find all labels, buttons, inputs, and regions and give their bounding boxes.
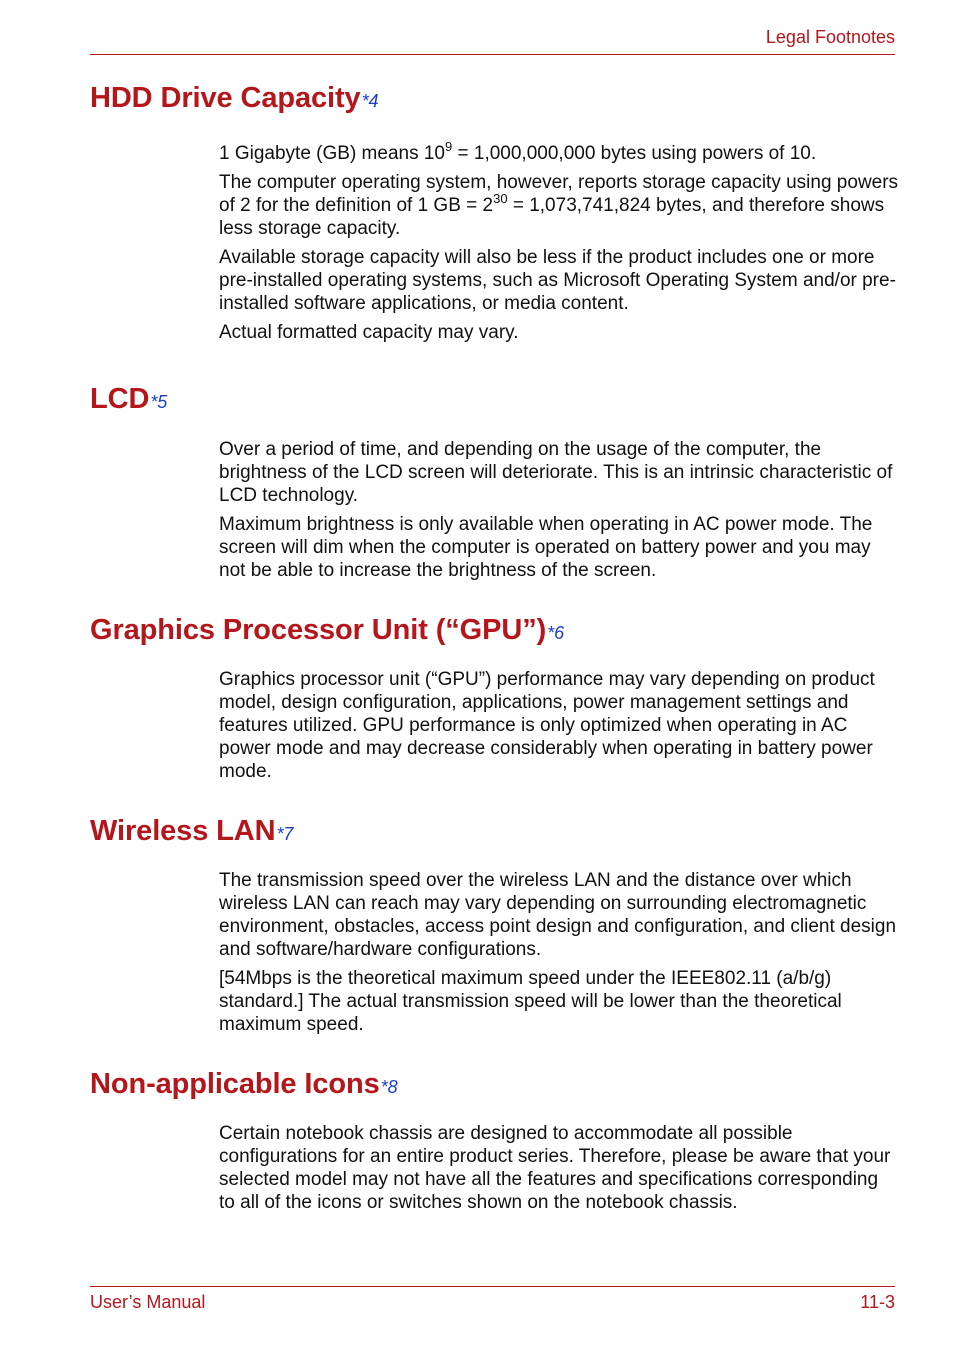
paragraph: Available storage capacity will also be less if the product includes one or more pre-installed operating systems, such as Microsoft Operating System and/or pre-installed software applications, or media content.	[219, 247, 896, 314]
running-title: Legal Footnotes	[765, 27, 895, 47]
section-title-text: LCD	[90, 383, 150, 415]
section-title-text: HDD Drive Capacity	[90, 82, 361, 114]
superscript: 9	[445, 139, 453, 154]
text-run: = 1,073,741,824 bytes, and therefore shows less storage capacity.	[219, 195, 885, 239]
footnote-ref-link[interactable]: *6	[547, 623, 564, 643]
footnote-ref-link[interactable]: *4	[361, 91, 379, 111]
paragraph: Maximum brightness is only available when operating in AC power mode. The screen will dim when the computer is operated on battery power and you may not be able to increase the brightness of the screen.	[219, 514, 873, 581]
page-number: 11-3	[860, 1292, 895, 1312]
paragraph: [54Mbps is the theoretical maximum speed under the IEEE802.11 (a/b/g) standard.] The actual transmission speed will be lower than the theoretical maximum speed.	[219, 968, 842, 1035]
paragraph: The transmission speed over the wireless LAN and the distance over which wireless LAN can reach may vary depending on surrounding electromagnetic environment, obstacles, access point design and configuration, and client design and software/hardware configurations.	[219, 870, 897, 960]
footnote-ref-link[interactable]: *8	[380, 1077, 398, 1097]
paragraph: Graphics processor unit (“GPU”) performance may vary depending on product model, design configuration, applications, power management settings and features utilized. GPU performance is only optimized when operating in AC power mode and may decrease considerably when operating in battery power mode.	[219, 669, 875, 782]
section-body-wireless-lan	[219, 869, 899, 1042]
section-title-text: Wireless LAN	[90, 815, 276, 847]
superscript: 30	[493, 191, 508, 206]
section-title-wireless-lan	[90, 815, 293, 848]
text-run: The computer operating system, however, reports storage capacity using powers of 2 for the definition of 1 GB = 2	[219, 172, 899, 216]
section-body-non-applicable-icons	[219, 1122, 899, 1220]
paragraph	[219, 171, 899, 240]
section-title-lcd	[90, 383, 167, 416]
paragraph: Actual formatted capacity may vary.	[219, 322, 519, 343]
footnote-ref-link[interactable]: *7	[276, 824, 294, 844]
section-title-hdd	[90, 82, 378, 115]
text-run: 1 Gigabyte (GB) means 10	[219, 143, 445, 164]
header-rule	[90, 54, 895, 55]
section-title-non-applicable-icons	[90, 1068, 398, 1101]
footer-rule	[90, 1286, 895, 1287]
footer-manual-title: User’s Manual	[90, 1292, 206, 1312]
section-body-hdd	[219, 139, 899, 350]
paragraph: Over a period of time, and depending on the usage of the computer, the brightness of the LCD screen will deteriorate. This is an intrinsic characteristic of LCD technology.	[219, 439, 893, 506]
section-body-gpu	[219, 668, 899, 789]
text-run: = 1,000,000,000 bytes using powers of 10.	[452, 143, 817, 164]
section-title-text: Non-applicable Icons	[90, 1068, 380, 1100]
section-body-lcd	[219, 438, 899, 588]
section-title-gpu	[90, 614, 564, 647]
footnote-ref-link[interactable]: *5	[150, 392, 168, 412]
section-title-text: Graphics Processor Unit (“GPU”)	[90, 614, 547, 646]
paragraph: Certain notebook chassis are designed to accommodate all possible configurations for an entire product series. Therefore, please be aware that your selected model may not have all the features and specifications corresponding to all of the icons or switches shown on the notebook chassis.	[219, 1123, 891, 1213]
paragraph	[219, 139, 899, 165]
